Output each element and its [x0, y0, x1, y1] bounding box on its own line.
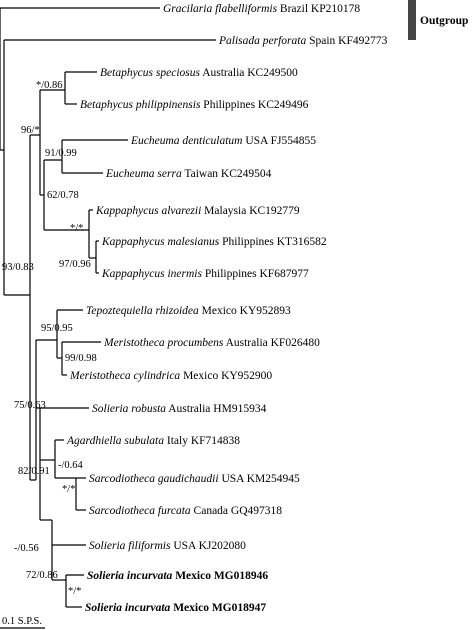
taxon-label: Palisada perforata Spain KF492773 [219, 35, 388, 47]
taxon-labels [66, 3, 388, 614]
taxon-label: Agardhiella subulata Italy KF714838 [67, 435, 241, 447]
taxon-label-highlighted: Solieria incurvata Mexico MG018946 [87, 570, 269, 582]
taxon-label: Sarcodiotheca furcata Canada GQ497318 [89, 505, 283, 517]
support-value: 91/0.99 [45, 148, 77, 159]
taxon-label: Meristotheca procumbens Australia KF026480 [104, 337, 320, 349]
support-value: 72/0.86 [26, 570, 58, 581]
support-value: -/0.56 [14, 543, 39, 554]
taxon-label: Betaphycus philippinensis Philippines KC249496 [80, 99, 309, 111]
taxon-label: Sarcodiotheca gaudichaudii USA KM254945 [89, 473, 300, 485]
support-value: */* [70, 223, 84, 234]
taxon-label: Solieria filiformis USA KJ202080 [89, 540, 246, 552]
support-value: -/0.64 [58, 460, 83, 471]
taxon-label-highlighted: Solieria incurvata Mexico MG018947 [85, 602, 267, 614]
taxon-label: Gracilaria flabelliformis Brazil KP210178 [163, 3, 361, 15]
taxon-label: Solieria robusta Australia HM915934 [92, 403, 267, 415]
outgroup-bar [408, 0, 416, 40]
support-value: 96/* [21, 125, 40, 136]
support-value: 97/0.96 [59, 259, 91, 270]
support-value: 75/0.63 [14, 400, 46, 411]
support-value: 62/0.78 [47, 190, 79, 201]
support-value: */* [68, 586, 82, 597]
scale-bar-label: 0.1 S.P.S. [2, 616, 42, 627]
taxon-label: Kappaphycus alvarezii Malaysia KC192779 [96, 205, 300, 217]
support-value: */* [62, 484, 76, 495]
taxon-label: Eucheuma serra Taiwan KC249504 [106, 168, 272, 180]
support-value: 82/0.91 [18, 466, 50, 477]
outgroup-label: Outgroup [420, 15, 469, 27]
taxon-label: Tepoztequiella rhizoidea Mexico KY952893 [86, 305, 291, 317]
taxon-label: Betaphycus speciosus Australia KC249500 [100, 67, 298, 79]
taxon-label: Kappaphycus malesianus Philippines KT316582 [102, 236, 327, 248]
taxon-label: Kappaphycus inermis Philippines KF687977 [102, 268, 309, 280]
support-value: */0.86 [36, 80, 63, 91]
support-value: 99/0.98 [65, 353, 97, 364]
support-value: 95/0.95 [41, 323, 73, 334]
support-value: 93/0.83 [2, 262, 34, 273]
taxon-label: Eucheuma denticulatum USA FJ554855 [131, 135, 316, 147]
taxon-label: Meristotheca cylindrica Mexico KY952900 [70, 370, 273, 382]
